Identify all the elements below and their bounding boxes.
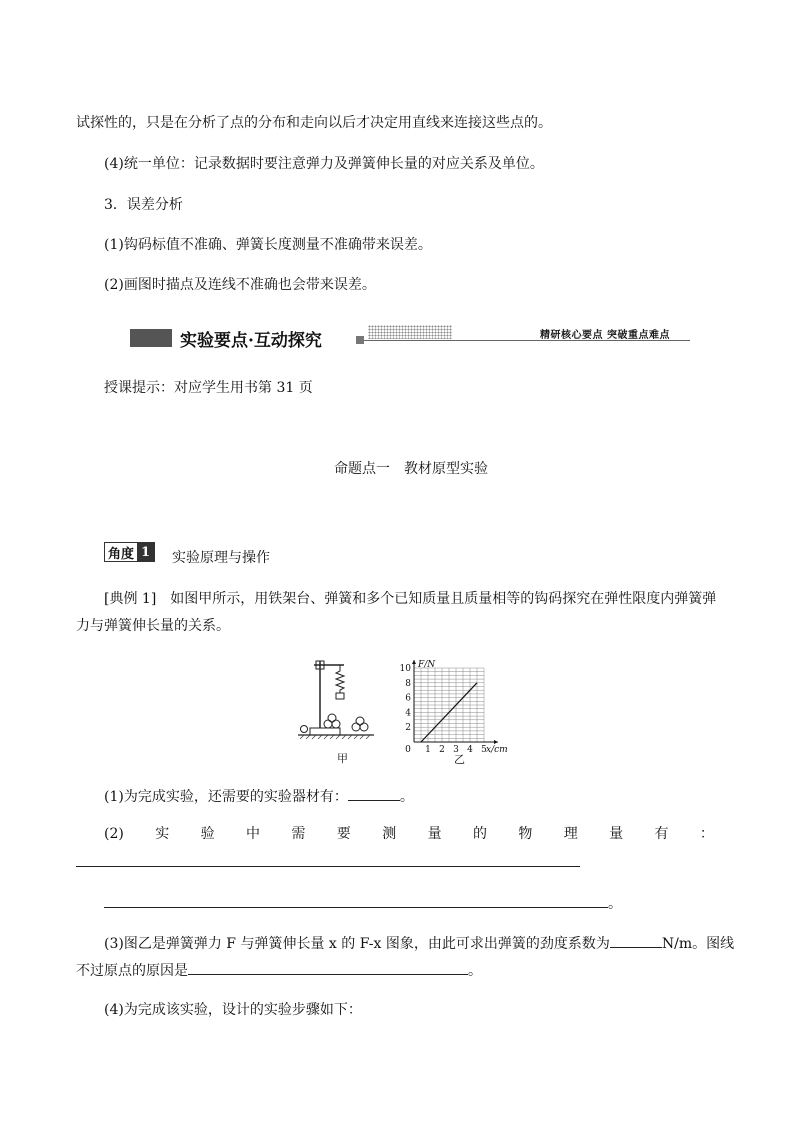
text-line-4: (1)钩码标值不准确、弹簧长度测量不准确带来误差。: [104, 237, 432, 253]
y-axis-label: F/N: [418, 660, 436, 670]
question-2-char: 测: [382, 826, 397, 842]
lesson-hint: 授课提示：对应学生用书第 31 页: [104, 380, 313, 396]
question-2-char: ：: [699, 826, 714, 842]
question-1-end: 。: [399, 789, 414, 805]
text-line-5: (2)画图时描点及连线不准确也会带来误差。: [104, 277, 376, 293]
y-tick-label: 4: [405, 708, 411, 719]
x-axis-label: x/cm: [486, 745, 508, 754]
answer-blank-1[interactable]: [348, 786, 400, 801]
figure-label-jia: 甲: [337, 752, 348, 765]
question-2-char: 需: [291, 826, 306, 842]
question-2-char: 理: [563, 826, 578, 842]
question-3-line-1: [104, 933, 734, 954]
question-4: (4)为完成该实验，设计的实验步骤如下：: [104, 1002, 362, 1018]
answer-blank-3a[interactable]: [610, 933, 662, 948]
x-tick-label: 1: [425, 745, 431, 754]
banner-title: 实验要点·互动探究: [180, 331, 322, 351]
banner-square: [356, 336, 364, 344]
iron-stand-figure: [296, 655, 380, 747]
y-axis-arrow: [412, 660, 416, 664]
question-1: [104, 786, 414, 807]
angle-badge-text: 角度: [108, 546, 135, 562]
x-tick-label: 4: [467, 745, 473, 754]
figure-label-yi: 乙: [454, 753, 465, 766]
y-tick-label: 10: [399, 664, 411, 674]
question-2-char: 物: [518, 826, 533, 842]
question-2-char: 实: [155, 826, 170, 842]
text-line-1: 试探性的，只是在分析了点的分布和走向以后才决定用直线来连接这些点的。: [76, 115, 552, 131]
question-3-text: (3)图乙是弹簧弹力 F 与弹簧伸长量 x 的 F-x 图象，由此可求出弹簧的劲度系数为: [104, 936, 610, 952]
question-3-unit: N/m。图线: [661, 936, 735, 952]
question-1-text: (1)为完成实验，还需要的实验器材有：: [104, 789, 348, 805]
y-tick-label: 6: [405, 693, 411, 704]
question-2-char: (2): [104, 826, 124, 842]
angle-badge-number: 1: [137, 543, 154, 561]
y-tick-label: 2: [405, 723, 411, 734]
question-2-char: 有: [654, 826, 669, 842]
text-line-3: 3．误差分析: [104, 197, 183, 213]
text-line-2: (4)统一单位：记录数据时要注意弹力及弹簧伸长量的对应关系及单位。: [104, 156, 544, 172]
angle-badge: [104, 542, 155, 562]
answer-blank-3b[interactable]: [188, 960, 468, 975]
question-3-end: 。: [468, 963, 482, 979]
question-2-char: 要: [336, 826, 351, 842]
answer-blank-2a[interactable]: [76, 866, 580, 867]
question-3-line-2: [76, 960, 482, 981]
question-2-char: 验: [200, 826, 215, 842]
banner-subtitle: 精研核心要点 突破重点难点: [540, 330, 670, 341]
x-tick-label: 3: [453, 745, 459, 754]
x-tick-label: 0: [405, 745, 411, 754]
banner-dot-pattern: [368, 325, 452, 339]
angle-title: 实验原理与操作: [172, 550, 270, 566]
question-2-char: 量: [427, 826, 442, 842]
question-3-reason: 不过原点的原因是: [76, 963, 188, 979]
x-tick-label: 2: [439, 745, 445, 754]
x-tick-label: 5: [481, 745, 487, 754]
question-2-char: 的: [472, 826, 487, 842]
f-x-chart: [396, 658, 518, 754]
banner-bar: [130, 329, 172, 347]
question-2-char: 中: [246, 826, 261, 842]
question-2: [104, 824, 714, 844]
example-line-1: [典例 1] 如图甲所示，用铁架台、弹簧和多个已知质量且质量相等的钩码探究在弹性限度内弹簧弹: [104, 591, 717, 607]
y-tick-label: 8: [405, 678, 411, 689]
question-2-end: 。: [608, 896, 622, 912]
example-line-2: 力与弹簧伸长量的关系。: [76, 618, 230, 634]
answer-blank-2b[interactable]: [104, 907, 608, 908]
x-axis-arrow: [494, 740, 498, 744]
question-2-char: 量: [609, 826, 624, 842]
section-title: 命题点一 教材原型实验: [334, 461, 488, 477]
